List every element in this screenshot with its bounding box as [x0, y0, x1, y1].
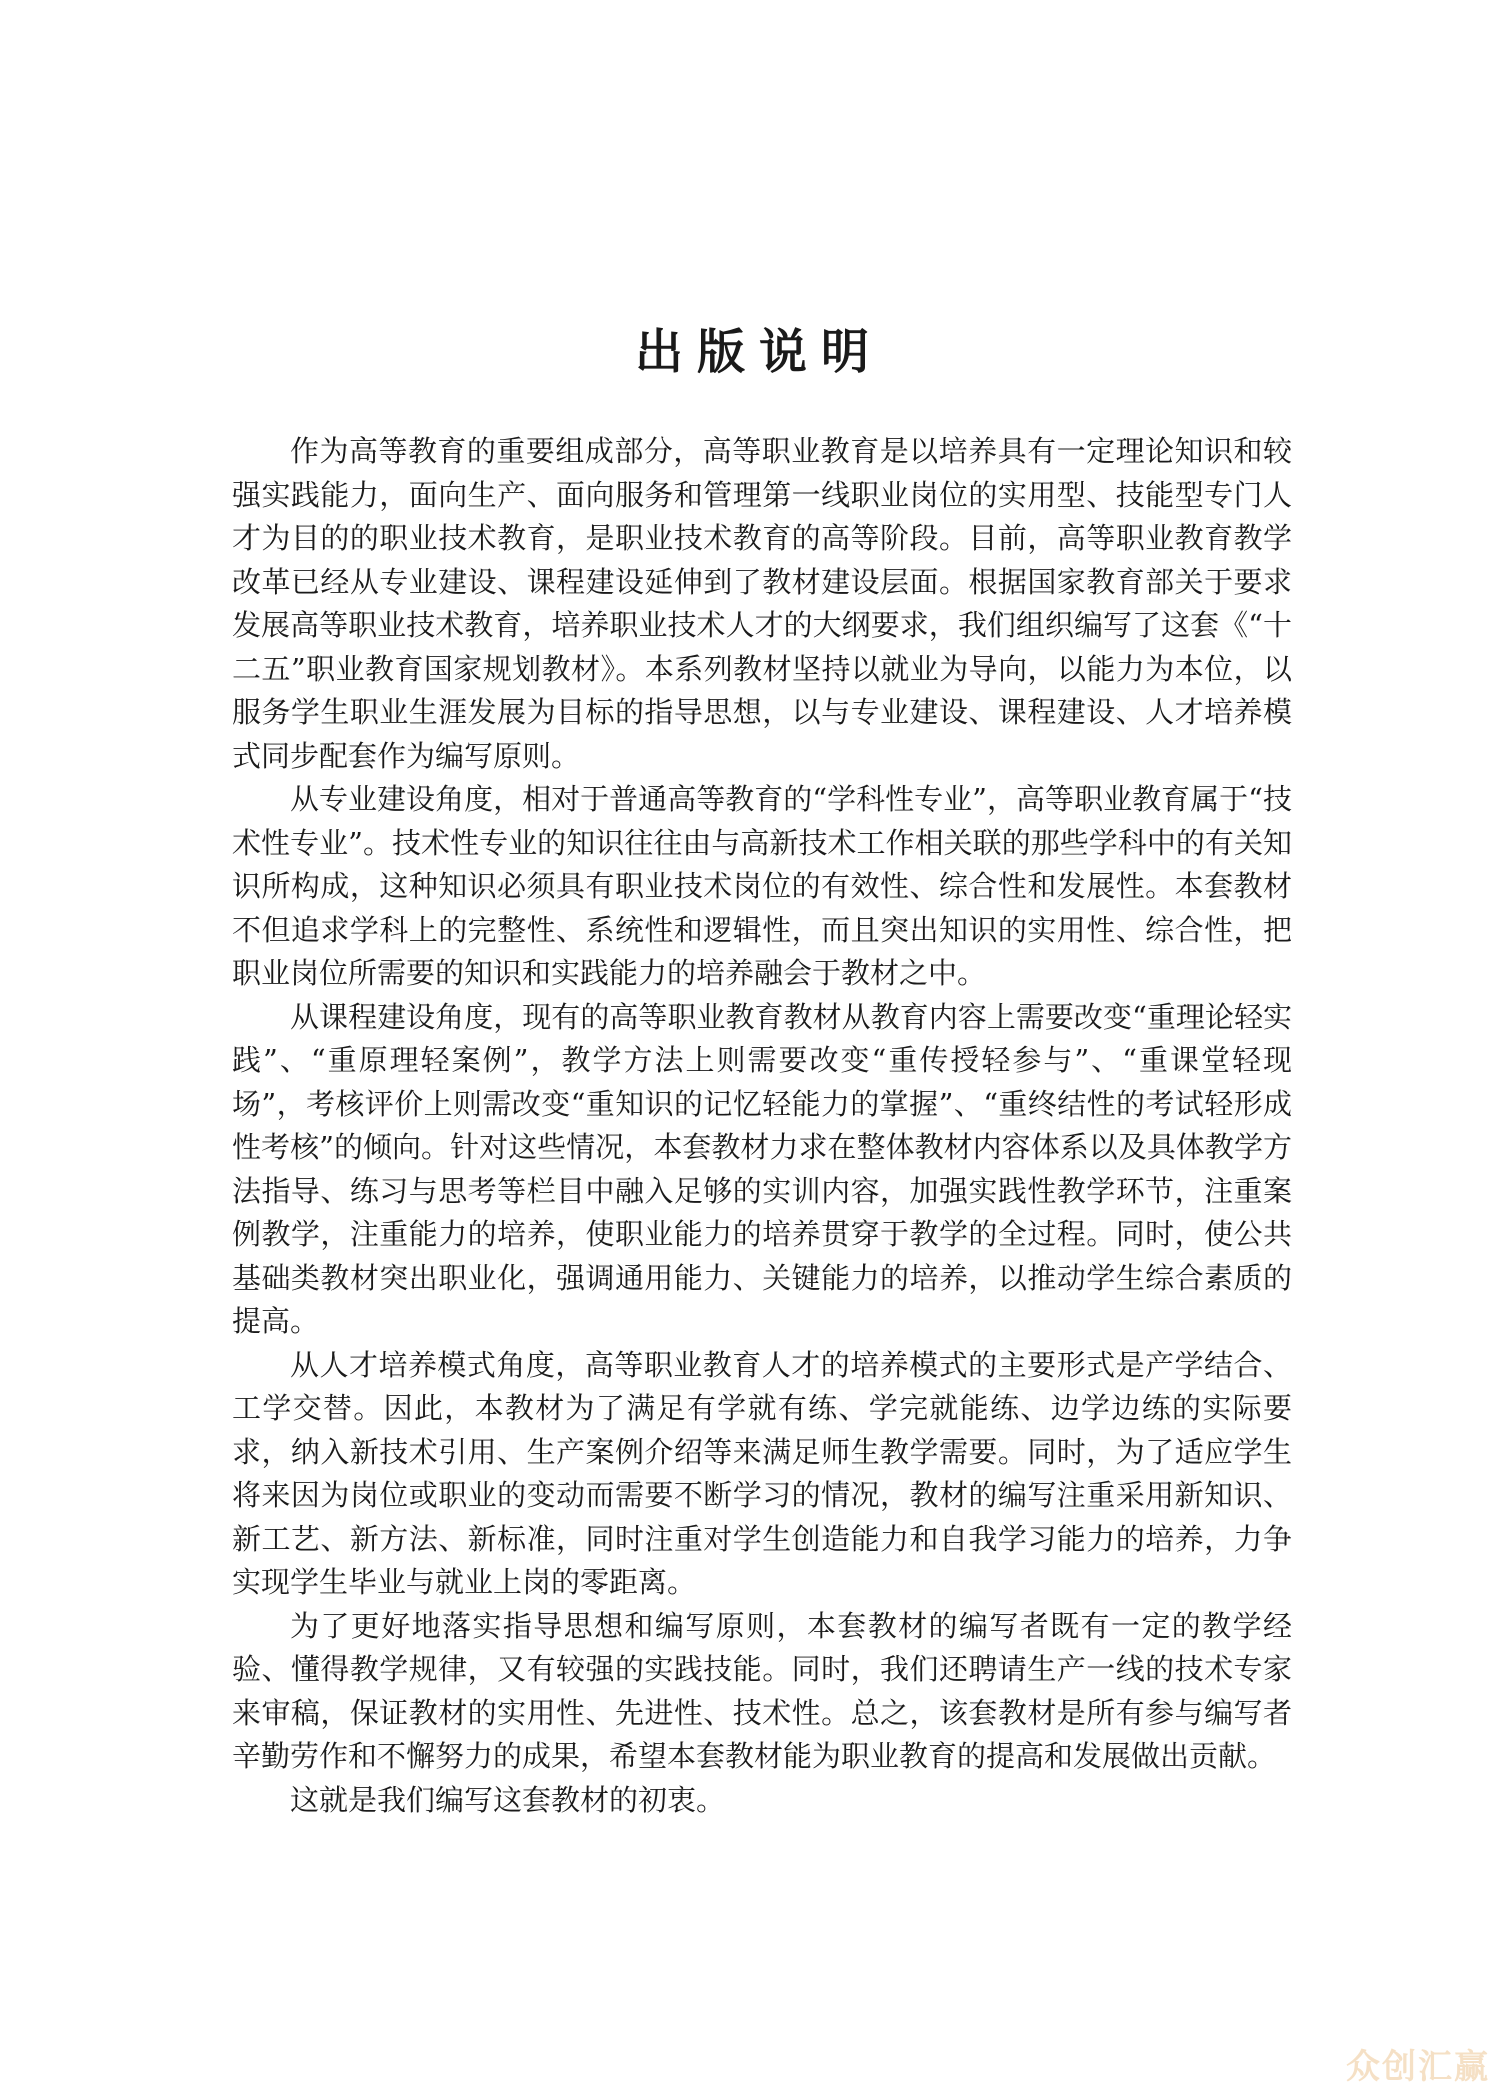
- paragraph: 作为高等教育的重要组成部分，高等职业教育是以培养具有一定理论知识和较强实践能力，面向生产、面向服务和管理第一线职业岗位的实用型、技能型专门人才为目的的职业技术教育，是职业技术教育的高等阶段。目前，高等职业教育教学改革已经从专业建设、课程建设延伸到了教材建设层面。根据国家教育部关于要求发展高等职业技术教育，培养职业技术人才的大纲要求，我们组织编写了这套《“十二五”职业教育国家规划教材》。本系列教材坚持以就业为导向，以能力为本位，以服务学生职业生涯发展为目标的指导思想，以与专业建设、课程建设、人才培养模式同步配套作为编写原则。: [232, 434, 1292, 773]
- page-title: 出版说明: [634, 324, 883, 380]
- paragraph: 从人才培养模式角度，高等职业教育人才的培养模式的主要形式是产学结合、工学交替。因此，本教材为了满足有学就有练、学完就能练、边学边练的实际要求，纳入新技术引用、生产案例介绍等来满足师生教学需要。同时，为了适应学生将来因为岗位或职业的变动而需要不断学习的情况，教材的编写注重采用新知识、新工艺、新方法、新标准，同时注重对学生创造能力和自我学习能力的培养，力争实现学生毕业与就业上岗的零距离。: [232, 1347, 1292, 1599]
- paragraph: 为了更好地落实指导思想和编写原则，本套教材的编写者既有一定的教学经验、懂得教学规律，又有较强的实践技能。同时，我们还聘请生产一线的技术专家来审稿，保证教材的实用性、先进性、技术性。总之，该套教材是所有参与编写者辛勤劳作和不懈努力的成果，希望本套教材能为职业教育的提高和发展做出贡献。: [232, 1608, 1292, 1773]
- paragraph: 从课程建设角度，现有的高等职业教育教材从教育内容上需要改变“重理论轻实践”、“重原理轻案例”，教学方法上则需要改变“重传授轻参与”、“重课堂轻现场”，考核评价上则需改变“重知识的记忆轻能力的掌握”、“重终结性的考试轻形成性考核”的倾向。针对这些情况，本套教材力求在整体教材内容体系以及具体教学方法指导、练习与思考等栏目中融入足够的实训内容，加强实践性教学环节，注重案例教学，注重能力的培养，使职业能力的培养贯穿于教学的全过程。同时，使公共基础类教材突出职业化，强调通用能力、关键能力的培养，以推动学生综合素质的提高。: [232, 999, 1292, 1338]
- paragraph: 这就是我们编写这套教材的初衷。: [290, 1782, 726, 1817]
- body-text: [232, 430, 1292, 1822]
- watermark-logo: 众创汇赢: [1346, 2047, 1490, 2087]
- paragraph: 从专业建设角度，相对于普通高等教育的“学科性专业”，高等职业教育属于“技术性专业”。技术性专业的知识往往由与高新技术工作相关联的那些学科中的有关知识所构成，这种知识必须具有职业技术岗位的有效性、综合性和发展性。本套教材不但追求学科上的完整性、系统性和逻辑性，而且突出知识的实用性、综合性，把职业岗位所需要的知识和实践能力的培养融会于教材之中。: [232, 782, 1292, 990]
